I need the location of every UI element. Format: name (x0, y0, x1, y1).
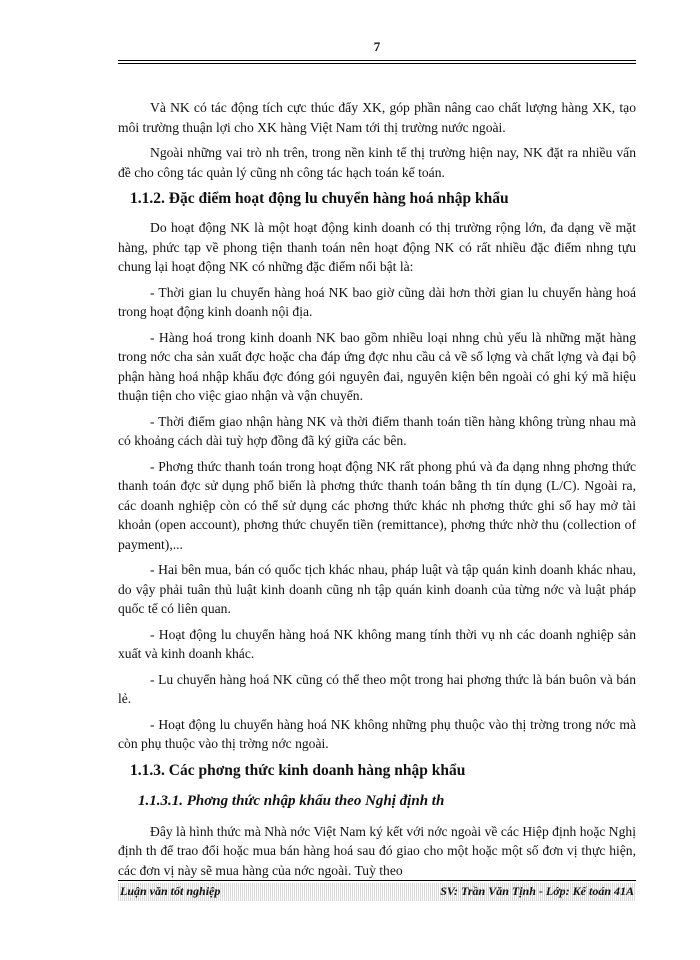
footer-thesis-label: Luận văn tốt nghiệp (120, 884, 221, 898)
bullet-timing: - Thời điểm giao nhận hàng NK và thời điểm thanh toán tiền hàng không trùng nhau mà có khoảng cách dài tuỳ hợp đồng đã ký giữa các bên. (118, 413, 636, 448)
header-rule (118, 60, 636, 64)
subsection-heading-1131: 1.1.3.1. Phơng thức nhập khẩu theo Nghị định th (138, 792, 445, 809)
bullet-duration: - Thời gian lu chuyển hàng hoá NK bao giờ cũng dài hơn thời gian lu chuyển hàng hoá trong hoạt động kinh doanh nội địa. (118, 284, 636, 319)
bullet-goods: - Hàng hoá trong kinh doanh NK bao gồm nhiều loại nhng chủ yếu là những mặt hàng trong nớc cha sản xuất đợc hoặc cha đáp ứng đợc nhu cầu cả về số lợng và chất lợng và đại bộ phận hàng hoá nhập khẩu đợc đóng gói nguyên đai, nguyên kiện bên ngoài có ghi ký mã hiệu thuận tiện cho việc giao nhận và vận chuyển. (118, 329, 636, 403)
page-header (118, 38, 636, 60)
footer-rule (118, 880, 636, 881)
section-heading-112: 1.1.2. Đặc điểm hoạt động lu chuyển hàng hoá nhập khẩu (130, 190, 509, 207)
section-heading-113: 1.1.3. Các phơng thức kinh doanh hàng nhập khẩu (130, 761, 466, 779)
footer-student-info: SV: Trần Văn Tịnh - Lớp: Kế toán 41A (440, 884, 634, 898)
paragraph-112-intro: Do hoạt động NK là một hoạt động kinh doanh có thị trường rộng lớn, đa dạng về mặt hàng, phức tạp về phong tiện thanh toán nên hoạt động NK có rất nhiều đặc điểm nhng tựu chung lại hoạt động NK có những đặc điểm nổi bật là: (118, 220, 636, 274)
paragraph-intro-1: Và NK có tác động tích cực thúc đẩy XK, góp phần nâng cao chất lượng hàng XK, tạo môi trường thuận lợi cho XK hàng Việt Nam tới thị trường nước ngoài. (118, 100, 636, 135)
bullet-payment: - Phơng thức thanh toán trong hoạt động NK rất phong phú và đa dạng nhng phơng thức thanh toán đợc sử dụng phổ biến là phơng thức thanh toán bằng th tín dụng (L/C). Ngoài ra, các doanh nghiệp còn có thể sử dụng các phơng thức khác nh phơng thức ghi sổ hay mở tài khoản (open account), phơng thức chuyển tiền (remittance), phơng thức nhờ thu (collection of payment),... (118, 458, 636, 552)
page-footer (118, 880, 636, 906)
paragraph-intro-2: Ngoài những vai trò nh trên, trong nền kinh tế thị trường hiện nay, NK đặt ra nhiều vấn đề cho công tác quản lý cũng nh công tác hạch toán kế toán. (118, 145, 636, 180)
bullet-parties: - Hai bên mua, bán có quốc tịch khác nhau, pháp luật và tập quán kinh doanh khác nhau, do vậy phải tuân thủ luật kinh doanh cũng nh tập quán kinh doanh của từng nớc và luật pháp quốc tế có liên quan. (118, 562, 636, 616)
bullet-seasonal: - Hoạt động lu chuyển hàng hoá NK không mang tính thời vụ nh các doanh nghiệp sản xuất và kinh doanh khác. (118, 626, 636, 661)
paragraph-1131: Đây là hình thức mà Nhà nớc Việt Nam ký kết với nớc ngoài về các Hiệp định hoặc Nghị định th để trao đổi hoặc mua bán hàng hoá sau đó giao cho một hoặc một số đơn vị thực hiện, các đơn vị này sẽ mua hàng của nớc ngoài. Tuỳ theo (118, 823, 636, 878)
document-body (118, 98, 636, 886)
bullet-wholesale: - Lu chuyển hàng hoá NK cũng có thể theo một trong hai phơng thức là bán buôn và bán lẻ. (118, 671, 636, 706)
page-number: 7 (373, 39, 381, 54)
bullet-market: - Hoạt động lu chuyển hàng hoá NK không những phụ thuộc vào thị trờng trong nớc mà còn phụ thuộc vào thị trờng nớc ngoài. (118, 716, 636, 751)
